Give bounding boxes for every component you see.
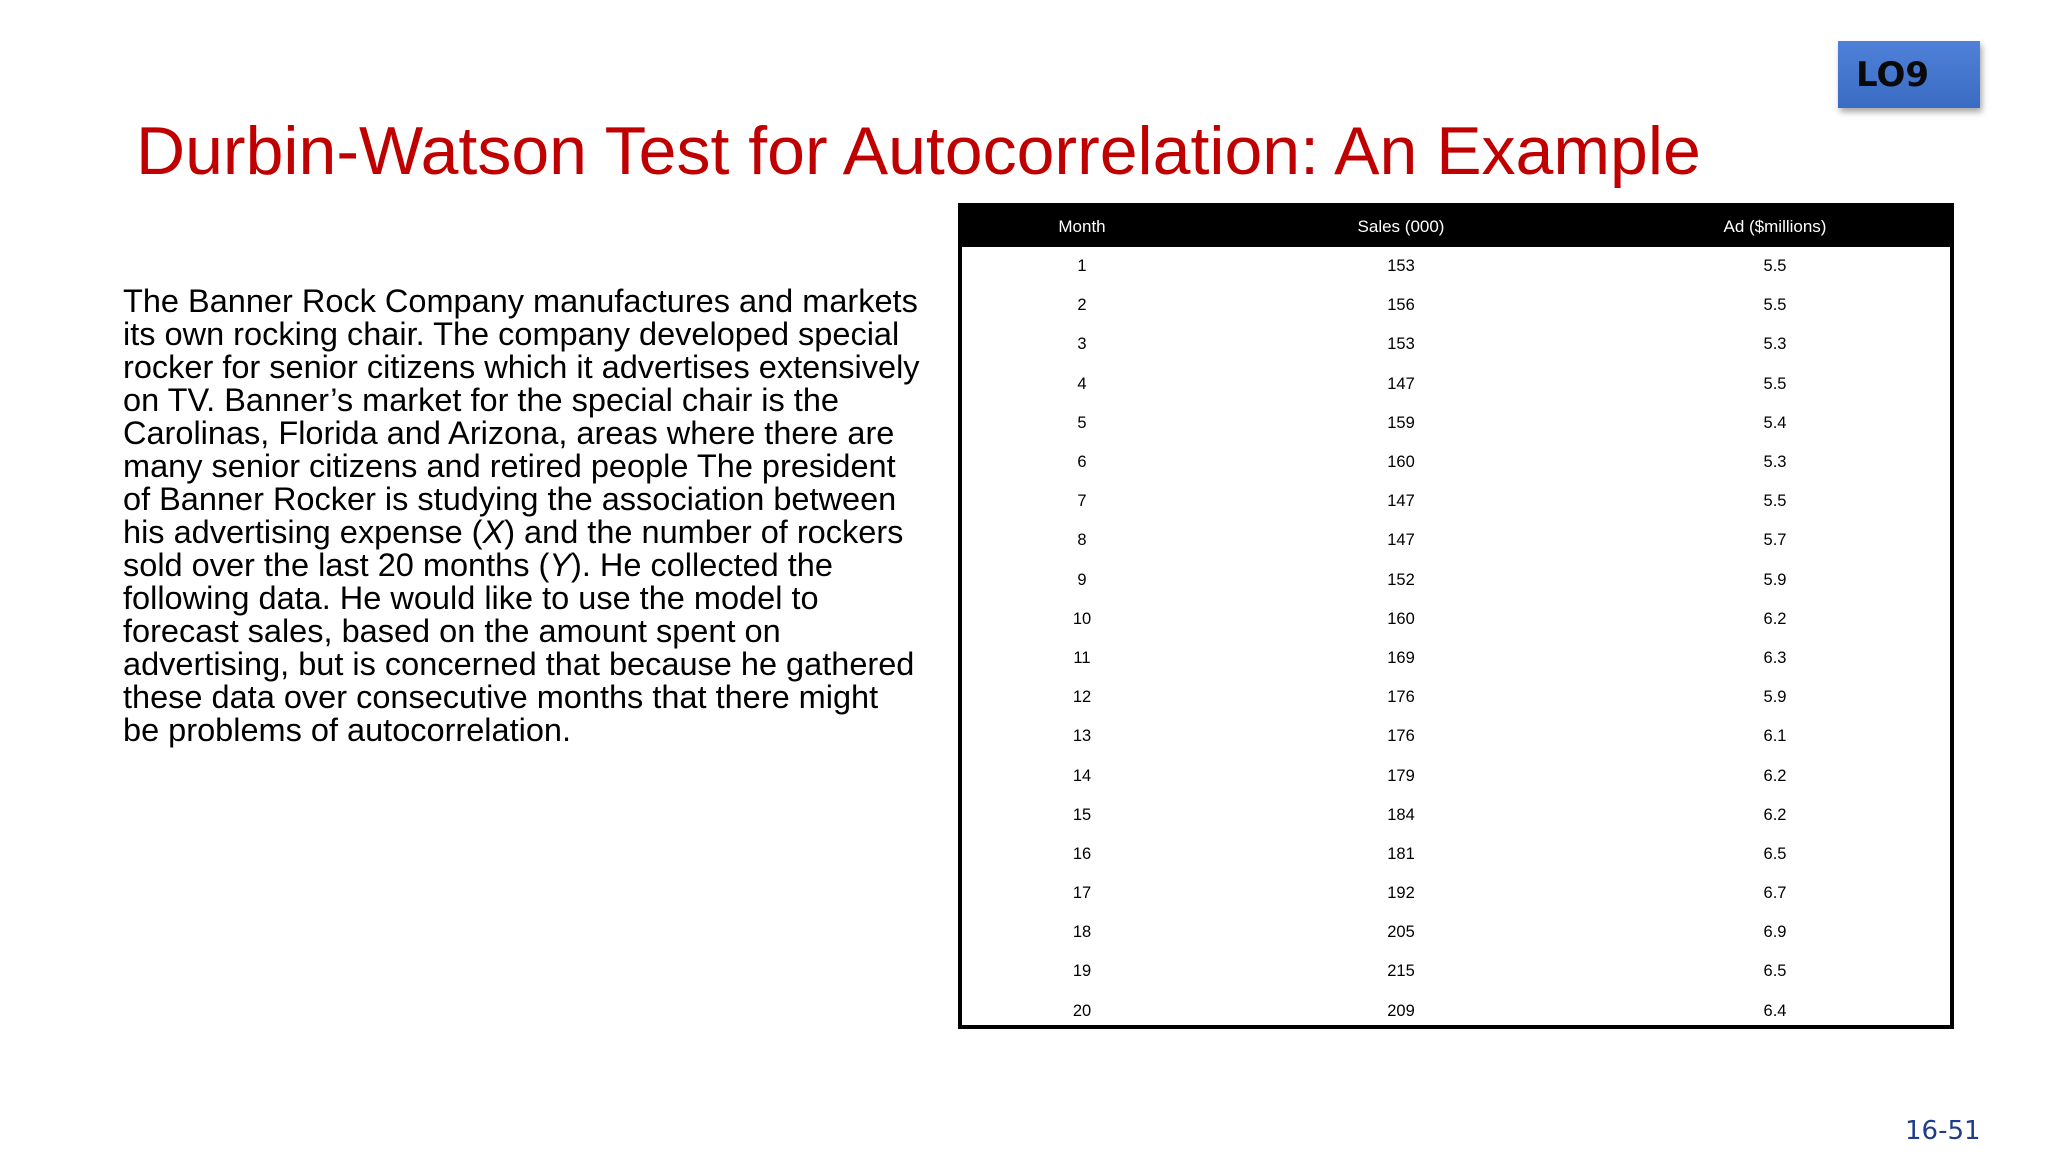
cell-sales: 153 [1387,335,1415,354]
cell-ad: 6.5 [1763,962,1787,981]
cell-month: 9 [1077,570,1087,589]
table-row [962,561,1950,600]
cell-month: 5 [1077,413,1087,432]
cell-month: 2 [1077,296,1087,315]
cell-ad: 5.9 [1763,570,1787,589]
cell-ad: 6.2 [1763,766,1787,785]
table-row [962,325,1950,364]
cell-month: 20 [1072,1001,1092,1020]
cell-sales: 160 [1387,609,1415,628]
table-row [962,913,1950,952]
cell-ad: 5.5 [1763,492,1787,511]
table-row [962,404,1950,443]
cell-month: 3 [1077,335,1087,354]
table-header-row [962,207,1950,247]
cell-ad: 5.3 [1763,335,1787,354]
cell-sales: 209 [1387,1001,1415,1020]
table-row [962,717,1950,756]
cell-month: 17 [1072,884,1092,903]
cell-month: 7 [1077,492,1087,511]
cell-sales: 153 [1387,257,1415,276]
data-table-frame [958,203,1954,1029]
cell-ad: 5.7 [1763,531,1787,550]
table-row [962,482,1950,521]
cell-ad: 5.9 [1763,688,1787,707]
cell-sales: 176 [1387,727,1415,746]
table-row [962,952,1950,991]
cell-ad: 6.7 [1763,884,1787,903]
cell-sales: 215 [1387,962,1415,981]
cell-ad: 6.9 [1763,923,1787,942]
header-month: Month [962,207,1202,247]
table-row [962,874,1950,913]
table-row [962,286,1950,325]
cell-sales: 192 [1387,884,1415,903]
cell-month: 10 [1072,609,1092,628]
table-row [962,247,1950,286]
table-row [962,678,1950,717]
cell-sales: 176 [1387,688,1415,707]
cell-ad: 6.4 [1763,1001,1787,1020]
cell-sales: 147 [1387,492,1415,511]
cell-sales: 156 [1387,296,1415,315]
cell-month: 18 [1072,923,1092,942]
learning-objective-badge [1838,41,1980,108]
table-row [962,796,1950,835]
cell-month: 8 [1077,531,1087,550]
table-row [962,835,1950,874]
cell-ad: 6.1 [1763,727,1787,746]
cell-month: 19 [1072,962,1092,981]
variable-x: X [482,514,505,550]
table-row [962,521,1950,560]
table-row [962,639,1950,678]
cell-sales: 147 [1387,374,1415,393]
cell-sales: 152 [1387,570,1415,589]
body-text-part-1: The Banner Rock Company manufactures and markets its own rocking chair. The company developed special rocker for senior citizens which it advertises extensively on TV. Banner’s market for the special chair is the Carolinas, Florida and Arizona, areas where there are many senior citizens and retired people The president of Banner Rocker is studying the association between his advertising expense ( [123,283,920,550]
table-row [962,992,1950,1031]
variable-y: Y [549,547,572,583]
learning-objective-label: LO9 [1856,54,1930,95]
table-body [962,247,1950,1031]
cell-month: 11 [1073,648,1091,667]
body-text-part-2: ) and the number of rockers sold over the last 20 months ( [123,514,904,583]
cell-ad: 6.2 [1763,805,1787,824]
cell-sales: 169 [1387,648,1415,667]
header-sales: Sales (000) [1202,207,1600,247]
slide-title: Durbin-Watson Test for Autocorrelation: An Example [136,113,1701,189]
cell-sales: 159 [1387,413,1415,432]
cell-month: 16 [1072,844,1092,863]
cell-month: 13 [1072,727,1092,746]
cell-ad: 6.2 [1763,609,1787,628]
cell-sales: 184 [1387,805,1415,824]
page-number: 16-51 [1905,1116,1981,1146]
header-ad: Ad ($millions) [1600,207,1950,247]
cell-month: 6 [1077,453,1087,472]
cell-month: 12 [1072,688,1092,707]
cell-ad: 6.5 [1763,844,1787,863]
cell-sales: 160 [1387,453,1415,472]
cell-ad: 5.3 [1763,453,1787,472]
table-row [962,756,1950,795]
table-row [962,443,1950,482]
cell-month: 4 [1077,374,1087,393]
cell-sales: 179 [1387,766,1415,785]
cell-sales: 147 [1387,531,1415,550]
cell-ad: 5.5 [1763,374,1787,393]
cell-sales: 205 [1387,923,1415,942]
table-row [962,365,1950,404]
sales-ad-data-table [962,207,1950,1031]
body-paragraph [123,285,923,747]
cell-ad: 6.3 [1763,648,1787,667]
cell-ad: 5.5 [1763,257,1787,276]
body-text-part-3: ). He collected the following data. He would like to use the model to forecast sales, based on the amount spent on advertising, but is concerned that because he gathered these data over consecutive months that there might be problems of autocorrelation. [123,547,915,748]
cell-month: 15 [1072,805,1092,824]
cell-ad: 5.5 [1763,296,1787,315]
cell-ad: 5.4 [1763,413,1787,432]
cell-month: 1 [1077,257,1087,276]
cell-sales: 181 [1387,844,1415,863]
cell-month: 14 [1072,766,1092,785]
table-row [962,600,1950,639]
